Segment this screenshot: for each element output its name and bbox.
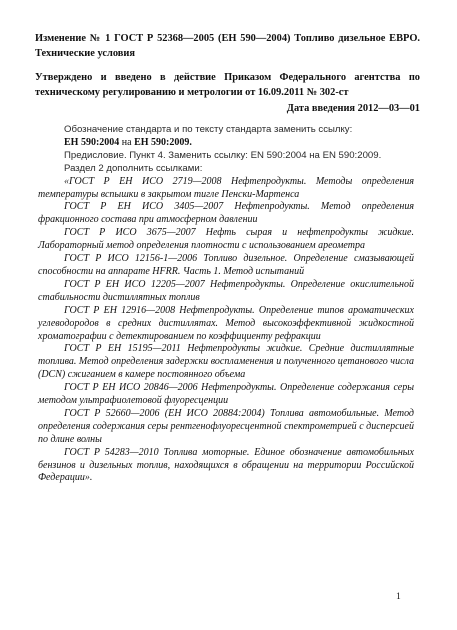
amendment-header <box>35 31 420 116</box>
reference-item: ГОСТ Р ЕН ИСО 20846—2006 Нефтепродукты. Определение содержания серы методом ультрафиолетовой флуоресценции <box>38 382 414 407</box>
replacement-line <box>38 137 414 150</box>
preface-note: Предисловие. Пункт 4. Заменить ссылку: EN 590:2004 на EN 590:2009. <box>64 149 382 161</box>
replace-from: ЕН 590:2004 <box>64 136 120 148</box>
amendment-title: Изменение № 1 ГОСТ Р 52368—2005 (ЕН 590—2004) Топливо дизельное ЕВРО. Технические условия <box>35 33 420 59</box>
approval-statement: Утверждено и введено в действие Приказом Федерального агентства по техническому регулированию и метрологии от 16.09.2011 № 302-ст <box>35 72 420 98</box>
reference-item: ГОСТ Р 54283—2010 Топлива моторные. Единое обозначение автомобильных бензинов и дизельных топлив, находящихся в обращении на территории Российской Федерации». <box>38 446 414 484</box>
designation-intro: Обозначение стандарта и по тексту стандарта заменить ссылку: <box>64 124 353 135</box>
effective-date: Дата введения 2012—03—01 <box>286 103 420 114</box>
reference-item: ГОСТ Р ЕН 12916—2008 Нефтепродукты. Определение типов ароматических углеводородов в средних дистиллятах. Метод высокоэффективной жидкостной хроматографии с детектированием по коэффициенту рефракции <box>38 304 414 342</box>
reference-item: «ГОСТ Р ЕН ИСО 2719—2008 Нефтепродукты. Методы определения температуры вспышки в закрытом тигле Пенски-Мартенса <box>38 175 414 200</box>
amendment-body <box>38 124 414 485</box>
reference-item: ГОСТ Р ЕН 15195—2011 Нефтепродукты жидкие. Средние дистиллятные топлива. Метод определения задержки воспламенения и полученного цетанового числа (DCN) сжиганием в камере постоянного объема <box>38 343 414 381</box>
reference-item: ГОСТ Р ЕН ИСО 12205—2007 Нефтепродукты. Определение окислительной стабильности дистиллятных топлив <box>38 278 414 303</box>
replace-connector: на <box>121 136 132 148</box>
reference-item: ГОСТ Р ИСО 12156-1—2006 Топливо дизельное. Определение смазывающей способности на аппарате HFRR. Часть 1. Метод испытаний <box>38 253 414 277</box>
page-number: 1 <box>396 592 401 602</box>
reference-item: ГОСТ Р ЕН ИСО 3405—2007 Нефтепродукты. Метод определения фракционного состава при атмосферном давлении <box>38 201 414 226</box>
replace-to: ЕН 590:2009. <box>134 136 192 148</box>
reference-item: ГОСТ Р 52660—2006 (ЕН ИСО 20884:2004) Топлива автомобильные. Метод определения содержания серы рентгенофлуоресцентной спектрометрией с дисперсией по длине волны <box>38 407 414 445</box>
section2-intro: Раздел 2 дополнить ссылками: <box>64 162 203 174</box>
reference-item: ГОСТ Р ИСО 3675—2007 Нефть сырая и нефтепродукты жидкие. Лабораторный метод определения плотности с использованием ареометра <box>38 227 414 252</box>
